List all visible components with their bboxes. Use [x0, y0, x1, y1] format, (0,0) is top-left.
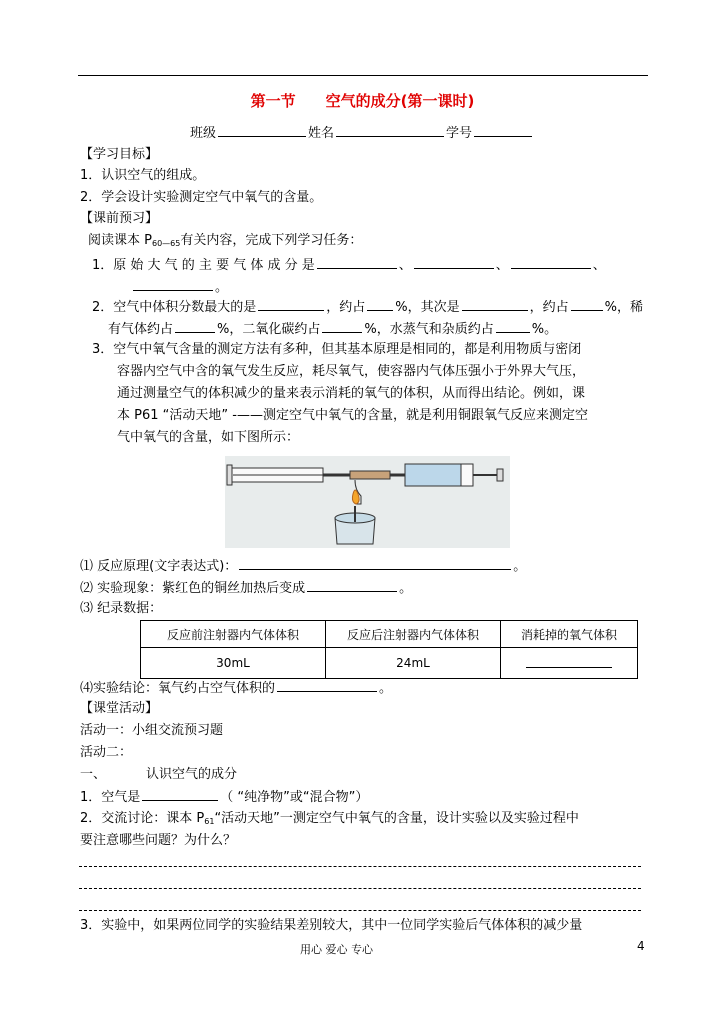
- experiment-apparatus-figure: [225, 456, 510, 548]
- header-rule: [78, 75, 648, 76]
- preview-q2-line2: [108, 320, 557, 339]
- principle-line: [80, 557, 526, 576]
- table-cell: 30mL: [141, 648, 326, 679]
- title-section: 第一节: [250, 92, 296, 110]
- table-cell-answer[interactable]: [501, 648, 638, 679]
- q2-text: 有气体约占: [108, 322, 174, 337]
- answer-blank[interactable]: [571, 298, 603, 311]
- answer-blank[interactable]: [175, 320, 215, 333]
- answer-blank[interactable]: [496, 320, 530, 333]
- section-heading: [80, 766, 237, 784]
- number-blank[interactable]: [474, 124, 532, 137]
- q2-text: 2．交流讨论：课本 P: [80, 811, 205, 826]
- table-header-row: [141, 621, 638, 648]
- classroom-q3: 3．实验中，如果两位同学的实验结果差别较大，其中一位同学实验后气体体积的减少量: [80, 918, 583, 933]
- answer-blank[interactable]: [307, 579, 397, 592]
- answer-line[interactable]: [79, 866, 641, 867]
- q2-page: 61: [204, 817, 215, 826]
- answer-blank[interactable]: [133, 278, 213, 291]
- q2-text: ，约占: [326, 300, 366, 315]
- record-label: ⑶ 纪录数据：: [80, 601, 163, 616]
- table-header-cell: 反应后注射器内气体体积: [326, 621, 501, 648]
- preview-q1: [92, 256, 606, 275]
- q2-text: %。: [531, 322, 558, 337]
- answer-blank[interactable]: [258, 298, 324, 311]
- q2-text: “活动天地”一测定空气中氧气的含量，设计实验以及实验过程中: [214, 811, 579, 826]
- q1-end: 。: [215, 280, 229, 295]
- answer-blank[interactable]: [462, 298, 528, 311]
- preview-heading: 【课前预习】: [80, 211, 159, 226]
- page-number: 4: [637, 939, 645, 953]
- q2-text: %，二氧化碳约占: [217, 322, 321, 337]
- preview-intro: [88, 232, 362, 253]
- preview-q3-line: 3．空气中氧气含量的测定方法有多种，但其基本原理是相同的，都是利用物质与密闭: [92, 342, 582, 357]
- table-cell: 24mL: [326, 648, 501, 679]
- q1-sep: 、: [592, 258, 606, 273]
- answer-line[interactable]: [79, 888, 641, 889]
- goal-item: 1．认识空气的组成。: [80, 168, 206, 183]
- q1-text: 1．原 始 大 气 的 主 要 气 体 成 分 是: [92, 258, 315, 273]
- q1-text: （ “纯净物”或“混合物”）: [220, 790, 369, 805]
- intro-text: 阅读课本 P: [88, 233, 152, 248]
- answer-blank[interactable]: [322, 320, 362, 333]
- preview-q3-line: 本 P61 “活动天地” -——测定空气中氧气的含量，就是利用铜跟氧气反应来测定空: [117, 408, 588, 423]
- q2-text: %，水蒸气和杂质约占: [364, 322, 494, 337]
- conclusion-end: 。: [379, 681, 393, 696]
- conclusion-text: ⑷实验结论：氧气约占空气体积的: [80, 681, 276, 696]
- answer-blank[interactable]: [367, 298, 393, 311]
- section-number: 一、: [80, 767, 107, 782]
- preview-q3-line: 通过测量空气的体积减少的量来表示消耗的氧气的体积，从而得出结论。例如，课: [117, 386, 586, 401]
- q2-text: 2．空气中体积分数最大的是: [92, 300, 257, 315]
- preview-q2-line1: [92, 298, 643, 317]
- phenomenon-text: ⑵ 实验现象：紫红色的铜丝加热后变成: [80, 581, 306, 596]
- classroom-q2-line2: 要注意哪些问题？为什么？: [80, 833, 237, 848]
- q2-text: %，稀: [604, 300, 644, 315]
- phenomenon-end: 。: [399, 581, 413, 596]
- footer-motto: 用心 爱心 专心: [300, 943, 373, 956]
- q1-sep: 、: [398, 258, 412, 273]
- classroom-q2-line1: [80, 810, 579, 831]
- intro-pages: 60—65: [151, 239, 181, 248]
- preview-q3-line: 气中氧气的含量，如下图所示：: [117, 430, 300, 445]
- data-table: [140, 620, 638, 679]
- number-label: 学号: [446, 126, 473, 141]
- classroom-heading: 【课堂活动】: [80, 701, 159, 716]
- q1-text: 1．空气是: [80, 790, 141, 805]
- name-label: 姓名: [308, 126, 335, 141]
- answer-line[interactable]: [79, 910, 641, 911]
- answer-blank[interactable]: [277, 679, 377, 692]
- answer-blank[interactable]: [239, 557, 511, 570]
- answer-blank[interactable]: [511, 256, 591, 269]
- conclusion-line: [80, 679, 392, 698]
- name-blank[interactable]: [336, 124, 444, 137]
- section-text: 认识空气的成分: [146, 767, 238, 782]
- intro-text: 有关内容，完成下列学习任务：: [180, 233, 363, 248]
- table-header-cell: 消耗掉的氧气体积: [501, 621, 638, 648]
- activity-one: 活动一：小组交流预习题: [80, 723, 224, 738]
- principle-text: ⑴ 反应原理(文字表达式)：: [80, 559, 238, 574]
- page-title: [0, 91, 725, 111]
- q2-text: ，约占: [529, 300, 569, 315]
- preview-q1-cont: [131, 278, 228, 297]
- class-blank[interactable]: [218, 124, 306, 137]
- phenomenon-line: [80, 579, 412, 598]
- table-row: [141, 648, 638, 679]
- activity-two: 活动二：: [80, 745, 133, 760]
- answer-blank[interactable]: [317, 256, 397, 269]
- classroom-q1: [80, 788, 368, 807]
- title-topic: 空气的成分(第一课时): [325, 92, 475, 110]
- class-label: 班级: [190, 126, 217, 141]
- student-info-line: [190, 124, 534, 143]
- principle-end: 。: [513, 559, 527, 574]
- preview-q3-line: 容器内空气中含的氧气发生反应，耗尽氧气，使容器内气体压强小于外界大气压，: [117, 364, 586, 379]
- table-header-cell: 反应前注射器内气体体积: [141, 621, 326, 648]
- answer-blank[interactable]: [142, 788, 218, 801]
- goal-item: 2．学会设计实验测定空气中氧气的含量。: [80, 190, 323, 205]
- q1-sep: 、: [495, 258, 509, 273]
- goals-heading: 【学习目标】: [80, 147, 159, 162]
- answer-blank[interactable]: [414, 256, 494, 269]
- answer-blank[interactable]: [526, 655, 612, 668]
- q2-text: %，其次是: [395, 300, 460, 315]
